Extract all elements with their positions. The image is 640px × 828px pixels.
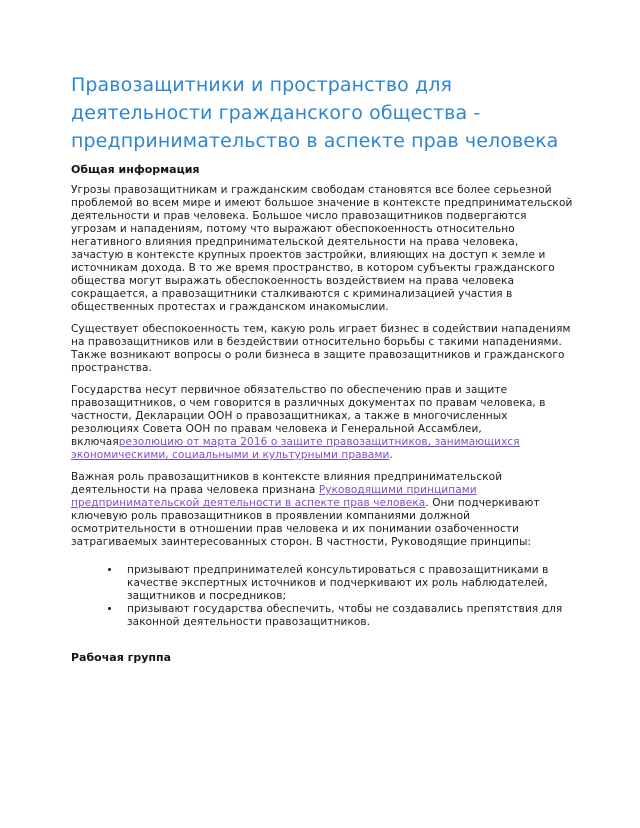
paragraph-text: .	[389, 449, 393, 461]
page-title: Правозащитники и пространство для деятельности гражданского общества - предпринимательство в аспекте прав человека	[71, 74, 559, 152]
paragraph-threats-overview: Угрозы правозащитникам и гражданским свободам становятся все более серьезной проблемой во всем мире и имеют большое значение в контексте предпринимательской деятельности и прав человека. Большое число правозащитников подвергаются угрозам и нападениям, потому что выражают обеспокоенность относительно негативного влияния предпринимательской деятельности на права человека, зачастую в контексте крупных проектов застройки, влияющих на доступ к земле и источникам дохода. В то же время пространство, в котором субъекты гражданского общества могут выражать обеспокоенность воздействием на права человека сокращается, а правозащитники сталкиваются с криминализацией участия в общественных протестах и гражданском инакомыслии.	[71, 184, 573, 313]
section-heading-general-info: Общая информация	[71, 163, 200, 176]
paragraph-text: Важная роль правозащитников в контексте влияния предпринимательской деятельности на права человека признана	[71, 471, 503, 496]
list-item: • призывают предпринимателей консультироваться с правозащитниками в качестве экспертных источников и подчеркивают их роль наблюдателей, защитников и посредников;	[121, 564, 574, 603]
guiding-principles-list	[71, 564, 574, 629]
paragraph-business-role-concern: Существует обеспокоенность тем, какую роль играет бизнес в содействии нападениям на правозащитников или в бездействии относительно борьбы с такими нападениями. Также возникают вопросы о роли бизнеса в защите правозащитников и гражданского пространства.	[71, 323, 571, 374]
link-guiding-principles[interactable]: Руководящими принципами предпринимательской деятельности в аспекте прав человека	[71, 484, 477, 509]
link-resolution-march-2016[interactable]: резолюцию от марта 2016 о защите правозащитников, занимающихся экономическими, социальными и культурными правами	[71, 436, 520, 461]
paragraph-text: . Они подчеркивают ключевую роль правозащитников в проявлении компаниями должной осмотрительности в отношении прав человека и их понимании озабоченности затрагиваемых заинтересованных сторон. В частности, Руководящие принципы:	[71, 497, 540, 548]
section-heading-working-group: Рабочая группа	[71, 651, 172, 664]
paragraph-text: Государства несут первичное обязательство по обеспечению прав и защите правозащитников, о чем говорится в различных документах по правам человека, в частности, Декларации ООН о правозащитниках, а также в многочисленных резолюциях Совета ООН по правам человека и Генеральной Ассамблеи, включая	[71, 384, 546, 448]
paragraph-states-obligation	[71, 384, 574, 462]
list-item: • призывают государства обеспечить, чтобы не создавались препятствия для законной деятельности правозащитников.	[121, 603, 574, 629]
paragraph-guiding-principles	[71, 471, 574, 549]
